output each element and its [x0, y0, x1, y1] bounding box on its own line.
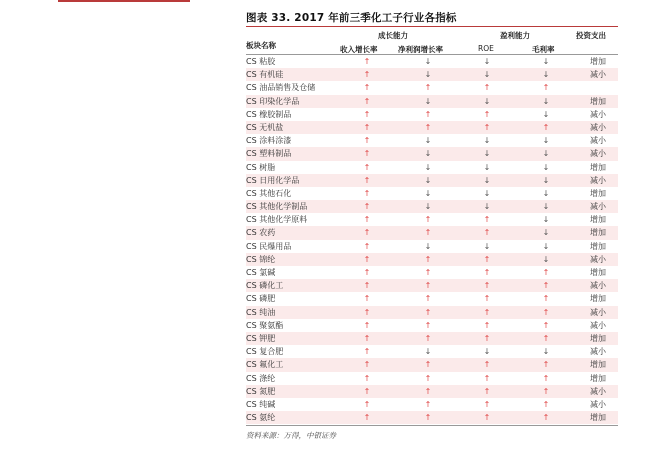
- sector-name: CS 聚氨酯: [246, 320, 284, 330]
- table-row: [246, 147, 618, 160]
- profit-growth-arrow-icon: ↓: [424, 96, 432, 106]
- table-row: [246, 292, 618, 305]
- capex-value: 减小: [590, 320, 606, 330]
- roe-arrow-icon: ↓: [483, 149, 491, 159]
- header-profit-growth: 净利润增长率: [398, 45, 443, 54]
- gross-margin-arrow-icon: ↓: [542, 162, 550, 172]
- capex-value: 增加: [590, 360, 606, 370]
- sector-name: CS 纯油: [246, 307, 276, 317]
- gross-margin-arrow-icon: ↑: [542, 399, 550, 409]
- profit-growth-arrow-icon: ↓: [424, 149, 432, 159]
- sector-name: CS 树脂: [246, 162, 276, 172]
- gross-margin-arrow-icon: ↑: [542, 360, 550, 370]
- revenue-growth-arrow-icon: ↑: [363, 307, 371, 317]
- roe-arrow-icon: ↑: [483, 386, 491, 396]
- sector-name: CS 印染化学品: [246, 96, 300, 106]
- revenue-growth-arrow-icon: ↑: [363, 57, 371, 66]
- profit-growth-arrow-icon: ↑: [424, 373, 432, 383]
- sector-name: CS 涂料涂漆: [246, 136, 292, 146]
- figure-title: 图表 33. 2017 年前三季化工子行业各指标: [246, 12, 457, 24]
- sector-name: CS 纯碱: [246, 399, 276, 409]
- gross-margin-arrow-icon: ↑: [542, 268, 550, 277]
- capex-value: 减小: [590, 202, 606, 212]
- table-row: [246, 253, 618, 266]
- sector-name: CS 有机硅: [246, 70, 284, 80]
- roe-arrow-icon: ↓: [483, 347, 491, 357]
- header-sector: 板块名称: [246, 41, 276, 50]
- revenue-growth-arrow-icon: ↑: [363, 70, 371, 80]
- revenue-growth-arrow-icon: ↑: [363, 175, 371, 185]
- gross-margin-arrow-icon: ↓: [542, 215, 550, 225]
- capex-value: 增加: [590, 96, 606, 106]
- gross-margin-arrow-icon: ↓: [542, 188, 550, 198]
- table-row: [246, 266, 618, 279]
- capex-value: 减小: [590, 254, 606, 264]
- roe-arrow-icon: ↑: [483, 254, 491, 264]
- revenue-growth-arrow-icon: ↑: [363, 268, 371, 277]
- roe-arrow-icon: ↓: [483, 57, 491, 66]
- roe-arrow-icon: ↑: [483, 373, 491, 383]
- gross-margin-arrow-icon: ↑: [542, 83, 550, 93]
- table-row: [246, 161, 618, 174]
- table-row: [246, 240, 618, 253]
- sector-name: CS 无机盐: [246, 122, 284, 132]
- revenue-growth-arrow-icon: ↑: [363, 162, 371, 172]
- profit-growth-arrow-icon: ↓: [424, 162, 432, 172]
- profit-growth-arrow-icon: ↑: [424, 228, 432, 238]
- profit-growth-arrow-icon: ↑: [424, 83, 432, 93]
- roe-arrow-icon: ↓: [483, 175, 491, 185]
- revenue-growth-arrow-icon: ↑: [363, 386, 371, 396]
- revenue-growth-arrow-icon: ↑: [363, 413, 371, 423]
- capex-value: 增加: [590, 268, 606, 277]
- roe-arrow-icon: ↑: [483, 109, 491, 119]
- gross-margin-arrow-icon: ↑: [542, 281, 550, 291]
- table-row: [246, 306, 618, 319]
- sector-name: CS 油品销售及仓储: [246, 83, 316, 93]
- profit-growth-arrow-icon: ↓: [424, 175, 432, 185]
- roe-arrow-icon: ↓: [483, 188, 491, 198]
- roe-arrow-icon: ↓: [483, 96, 491, 106]
- capex-value: 增加: [590, 162, 606, 172]
- capex-value: 增加: [590, 373, 606, 383]
- capex-value: 增加: [590, 228, 606, 238]
- profit-growth-arrow-icon: ↑: [424, 360, 432, 370]
- profit-growth-arrow-icon: ↑: [424, 399, 432, 409]
- revenue-growth-arrow-icon: ↑: [363, 254, 371, 264]
- table-row: [246, 358, 618, 371]
- capex-value: 减小: [590, 149, 606, 159]
- profit-growth-arrow-icon: ↑: [424, 109, 432, 119]
- roe-arrow-icon: ↑: [483, 281, 491, 291]
- revenue-growth-arrow-icon: ↑: [363, 202, 371, 212]
- gross-margin-arrow-icon: ↑: [542, 320, 550, 330]
- table-row: [246, 385, 618, 398]
- capex-value: 增加: [590, 215, 606, 225]
- revenue-growth-arrow-icon: ↑: [363, 215, 371, 225]
- sector-name: CS 农药: [246, 228, 276, 238]
- capex-value: 减小: [590, 136, 606, 146]
- sector-name: CS 涤纶: [246, 373, 276, 383]
- indicator-table: [246, 55, 618, 424]
- roe-arrow-icon: ↑: [483, 294, 491, 304]
- table-row: [246, 319, 618, 332]
- roe-arrow-icon: ↑: [483, 228, 491, 238]
- capex-value: 减小: [590, 122, 606, 132]
- revenue-growth-arrow-icon: ↑: [363, 83, 371, 93]
- profit-growth-arrow-icon: ↓: [424, 188, 432, 198]
- profit-growth-arrow-icon: ↓: [424, 57, 432, 66]
- gross-margin-arrow-icon: ↓: [542, 228, 550, 238]
- sector-name: CS 复合肥: [246, 347, 284, 357]
- roe-arrow-icon: ↑: [483, 215, 491, 225]
- sector-name: CS 粘胶: [246, 57, 276, 66]
- gross-margin-arrow-icon: ↓: [542, 254, 550, 264]
- capex-value: 增加: [590, 413, 606, 423]
- header-profit-group: 盈利能力: [500, 31, 530, 40]
- capex-value: 减小: [590, 281, 606, 291]
- roe-arrow-icon: ↓: [483, 162, 491, 172]
- header-gross-margin: 毛利率: [532, 45, 555, 54]
- table-row: [246, 372, 618, 385]
- profit-growth-arrow-icon: ↑: [424, 333, 432, 343]
- sector-name: CS 氨纶: [246, 413, 276, 423]
- roe-arrow-icon: ↑: [483, 399, 491, 409]
- profit-growth-arrow-icon: ↑: [424, 413, 432, 423]
- header-capex: 投资支出: [576, 31, 606, 40]
- sector-name: CS 塑料制品: [246, 149, 292, 159]
- gross-margin-arrow-icon: ↓: [542, 149, 550, 159]
- roe-arrow-icon: ↑: [483, 333, 491, 343]
- top-accent-line: [58, 0, 190, 2]
- profit-growth-arrow-icon: ↓: [424, 347, 432, 357]
- gross-margin-arrow-icon: ↓: [542, 136, 550, 146]
- revenue-growth-arrow-icon: ↑: [363, 149, 371, 159]
- capex-value: 减小: [590, 399, 606, 409]
- table-row: [246, 68, 618, 81]
- header-roe: ROE: [478, 44, 494, 53]
- gross-margin-arrow-icon: ↑: [542, 333, 550, 343]
- sector-name: CS 橡胶制品: [246, 109, 292, 119]
- capex-value: 减小: [590, 175, 606, 185]
- capex-value: 增加: [590, 57, 606, 66]
- gross-margin-arrow-icon: ↑: [542, 122, 550, 132]
- revenue-growth-arrow-icon: ↑: [363, 109, 371, 119]
- capex-value: 增加: [590, 333, 606, 343]
- sector-name: CS 钾肥: [246, 333, 276, 343]
- revenue-growth-arrow-icon: ↑: [363, 399, 371, 409]
- sector-name: CS 民爆用品: [246, 241, 292, 251]
- table-row: [246, 108, 618, 121]
- table-row: [246, 345, 618, 358]
- table-row: [246, 332, 618, 345]
- revenue-growth-arrow-icon: ↑: [363, 228, 371, 238]
- revenue-growth-arrow-icon: ↑: [363, 188, 371, 198]
- table-row: [246, 121, 618, 134]
- capex-value: 增加: [590, 241, 606, 251]
- header-revenue-growth: 收入增长率: [340, 45, 378, 54]
- profit-growth-arrow-icon: ↑: [424, 268, 432, 277]
- gross-margin-arrow-icon: ↑: [542, 373, 550, 383]
- gross-margin-arrow-icon: ↓: [542, 202, 550, 212]
- gross-margin-arrow-icon: ↓: [542, 57, 550, 66]
- table-row: [246, 398, 618, 411]
- profit-growth-arrow-icon: ↑: [424, 386, 432, 396]
- table-row: [246, 213, 618, 226]
- roe-arrow-icon: ↓: [483, 136, 491, 146]
- capex-value: 减小: [590, 307, 606, 317]
- profit-growth-arrow-icon: ↓: [424, 202, 432, 212]
- sector-name: CS 其他石化: [246, 188, 292, 198]
- gross-margin-arrow-icon: ↑: [542, 386, 550, 396]
- table-row: [246, 134, 618, 147]
- table-row: [246, 187, 618, 200]
- gross-margin-arrow-icon: ↑: [542, 294, 550, 304]
- table-row: [246, 174, 618, 187]
- table-row: [246, 226, 618, 239]
- sector-name: CS 磷化工: [246, 281, 284, 291]
- roe-arrow-icon: ↑: [483, 122, 491, 132]
- gross-margin-arrow-icon: ↓: [542, 241, 550, 251]
- roe-arrow-icon: ↑: [483, 83, 491, 93]
- gross-margin-arrow-icon: ↓: [542, 175, 550, 185]
- gross-margin-arrow-icon: ↓: [542, 347, 550, 357]
- roe-arrow-icon: ↓: [483, 241, 491, 251]
- profit-growth-arrow-icon: ↑: [424, 294, 432, 304]
- revenue-growth-arrow-icon: ↑: [363, 347, 371, 357]
- header-growth-group: 成长能力: [378, 31, 408, 40]
- profit-growth-arrow-icon: ↑: [424, 307, 432, 317]
- sector-name: CS 锦纶: [246, 254, 276, 264]
- revenue-growth-arrow-icon: ↑: [363, 122, 371, 132]
- revenue-growth-arrow-icon: ↑: [363, 373, 371, 383]
- sector-name: CS 氟化工: [246, 360, 284, 370]
- capex-value: 减小: [590, 347, 606, 357]
- profit-growth-arrow-icon: ↑: [424, 215, 432, 225]
- revenue-growth-arrow-icon: ↑: [363, 320, 371, 330]
- revenue-growth-arrow-icon: ↑: [363, 360, 371, 370]
- title-rule: [246, 26, 618, 27]
- gross-margin-arrow-icon: ↑: [542, 307, 550, 317]
- table-row: [246, 55, 618, 68]
- sector-name: CS 氯碱: [246, 268, 276, 277]
- sector-name: CS 其他化学原料: [246, 215, 308, 225]
- profit-growth-arrow-icon: ↑: [424, 281, 432, 291]
- roe-arrow-icon: ↑: [483, 268, 491, 277]
- gross-margin-arrow-icon: ↑: [542, 413, 550, 423]
- table-row: [246, 81, 618, 94]
- roe-arrow-icon: ↑: [483, 320, 491, 330]
- roe-arrow-icon: ↓: [483, 70, 491, 80]
- sector-name: CS 日用化学品: [246, 175, 300, 185]
- profit-growth-arrow-icon: ↓: [424, 241, 432, 251]
- bottom-rule: [246, 425, 618, 426]
- capex-value: 减小: [590, 386, 606, 396]
- roe-arrow-icon: ↑: [483, 307, 491, 317]
- profit-growth-arrow-icon: ↑: [424, 254, 432, 264]
- roe-arrow-icon: ↓: [483, 202, 491, 212]
- table-row: [246, 279, 618, 292]
- profit-growth-arrow-icon: ↓: [424, 70, 432, 80]
- table-row: [246, 411, 618, 424]
- roe-arrow-icon: ↑: [483, 360, 491, 370]
- revenue-growth-arrow-icon: ↑: [363, 294, 371, 304]
- capex-value: 增加: [590, 188, 606, 198]
- profit-growth-arrow-icon: ↑: [424, 122, 432, 132]
- sector-name: CS 氮肥: [246, 386, 276, 396]
- sector-name: CS 磷肥: [246, 294, 276, 304]
- gross-margin-arrow-icon: ↓: [542, 96, 550, 106]
- gross-margin-arrow-icon: ↓: [542, 109, 550, 119]
- profit-growth-arrow-icon: ↓: [424, 136, 432, 146]
- revenue-growth-arrow-icon: ↑: [363, 333, 371, 343]
- capex-value: 增加: [590, 294, 606, 304]
- profit-growth-arrow-icon: ↑: [424, 320, 432, 330]
- revenue-growth-arrow-icon: ↑: [363, 281, 371, 291]
- sector-name: CS 其他化学制品: [246, 202, 308, 212]
- revenue-growth-arrow-icon: ↑: [363, 136, 371, 146]
- source-note: 资料来源：万得，中银证券: [246, 431, 336, 440]
- revenue-growth-arrow-icon: ↑: [363, 96, 371, 106]
- capex-value: 减小: [590, 109, 606, 119]
- capex-value: 减小: [590, 70, 606, 80]
- roe-arrow-icon: ↑: [483, 413, 491, 423]
- table-row: [246, 95, 618, 108]
- gross-margin-arrow-icon: ↓: [542, 70, 550, 80]
- table-row: [246, 200, 618, 213]
- revenue-growth-arrow-icon: ↑: [363, 241, 371, 251]
